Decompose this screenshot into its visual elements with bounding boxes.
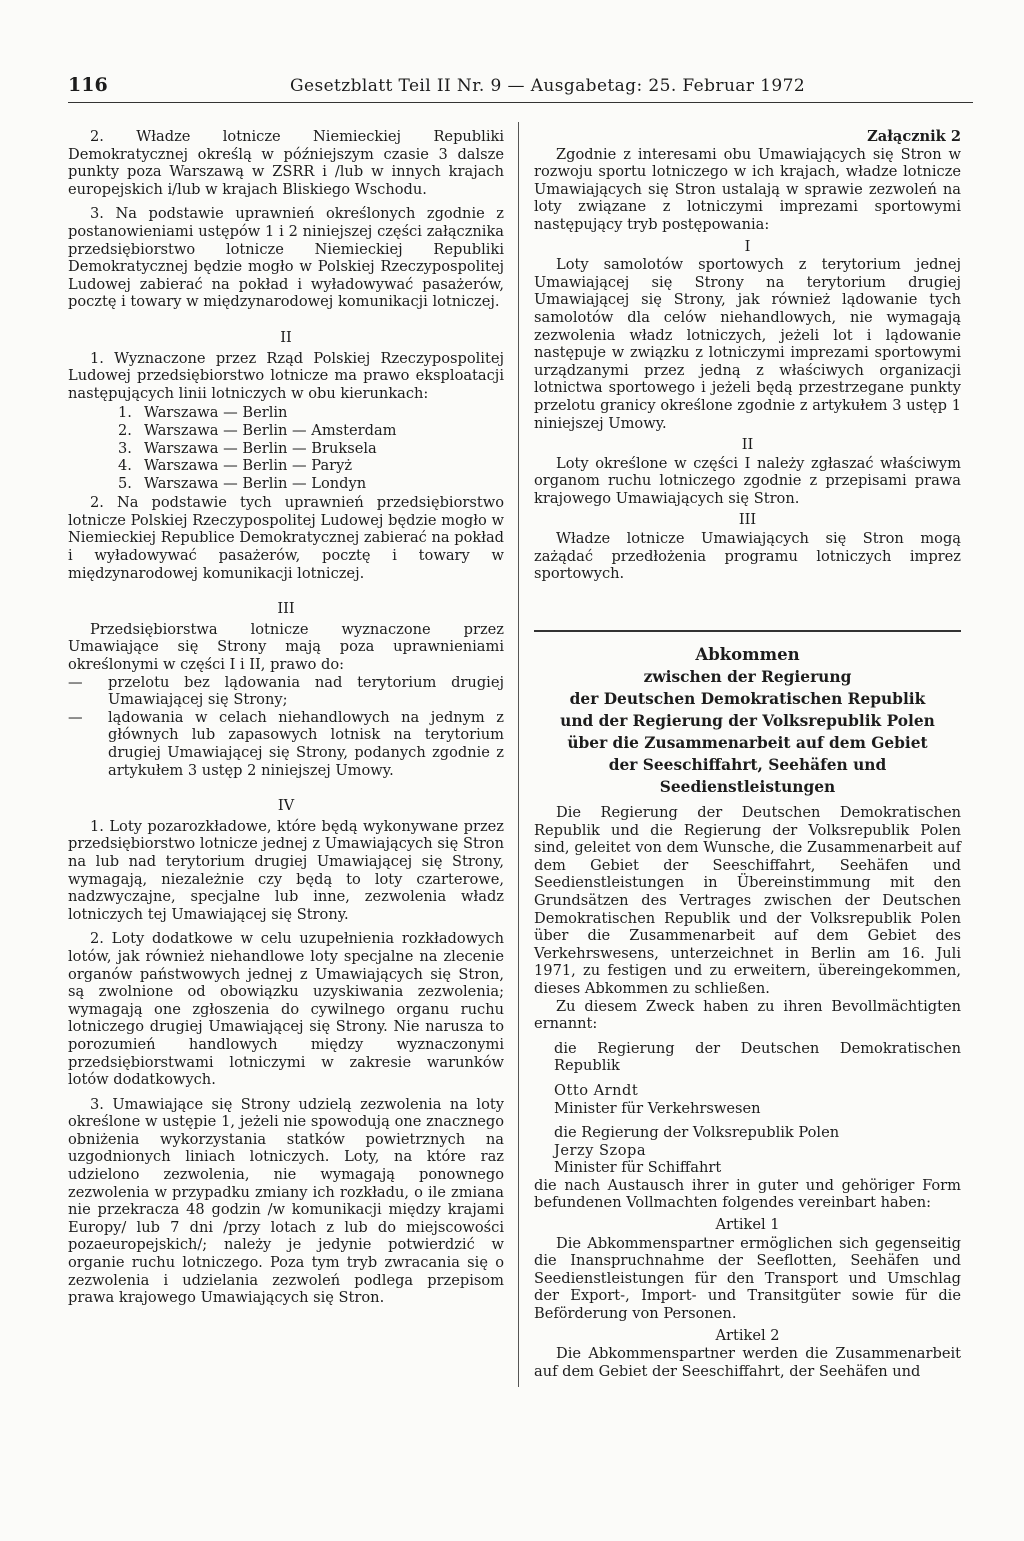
left-column bbox=[68, 128, 504, 1307]
dash-text: lądowania w celach niehandlowych na jednym z głównych lub zapasowych lotnisk na terytorium drugiej Umawiającej się Strony, podanych zgodnie z artykułem 3 ustęp 2 niniejszej Umowy. bbox=[108, 708, 504, 779]
page-header bbox=[68, 74, 973, 110]
route-text: Warszawa — Berlin — Paryż bbox=[144, 457, 353, 475]
paragraph: Loty określone w części I należy zgłaszać właściwym organom ruchu lotniczego zgodnie z przepisami prawa krajowego Umawiających się Stron. bbox=[534, 454, 961, 507]
paragraph: 1. Wyznaczone przez Rząd Polskiej Rzeczypospolitej Ludowej przedsiębiorstwo lotnicze ma prawo eksploatacji następujących linii lotniczych w obu kierunkach: bbox=[68, 349, 504, 402]
signatory-name: Otto Arndt bbox=[554, 1081, 639, 1099]
section-heading: III bbox=[738, 511, 757, 529]
list-number: 5. bbox=[118, 474, 132, 492]
section-heading: I bbox=[744, 237, 751, 255]
paragraph: 1. Loty pozarozkładowe, które będą wykonywane przez przedsiębiorstwo lotnicze jednej z Umawiających się Stron na lub nad terytorium drugiej Umawiającej się Strony, wymagają, niezależnie czy będą to loty czarterowe, nadzwyczajne, specjalne lub inne, zezwolenia władz lotniczych tej Umawiającej się Strony. bbox=[68, 817, 504, 923]
paragraph: 2. Władze lotnicze Niemieckiej Republiki Demokratycznej określą w późniejszym czasie 3 dalsze punkty poza Warszawą w ZSRR i /lub w innych krajach europejskich i/lub w krajach Bliskiego Wschodu. bbox=[68, 128, 504, 198]
page-number: 116 bbox=[68, 74, 108, 96]
signatory-line: die Regierung der Deutschen Demokratischen Republik bbox=[554, 1039, 961, 1075]
title-line: der Seeschiffahrt, Seehäfen und Seedienstleistungen bbox=[608, 756, 887, 796]
paragraph: 2. Loty dodatkowe w celu uzupełnienia rozkładowych lotów, jak również niehandlowe loty specjalne na zlecenie organów państwowych jednej z Umawiających się Stron, są zwolnione od obowiązku uzyskiwania zezwolenia; wymagają one zgłoszenia do cywilnego organu ruchu lotniczego drugiej Umawiającej się Strony. Nie narusza to porozumień handlowych między wyznaczonymi przedsiębiorstwami lotniczymi w zakresie warunków lotów dodatkowych. bbox=[68, 930, 504, 1089]
right-column bbox=[534, 128, 961, 583]
annex-label: Załącznik 2 bbox=[867, 128, 961, 145]
title-line: und der Regierung der Volksrepublik Polen bbox=[560, 712, 935, 730]
article-heading: Artikel 2 bbox=[715, 1326, 780, 1344]
article-heading: Artikel 1 bbox=[715, 1216, 780, 1234]
route-text: Warszawa — Berlin — Bruksela bbox=[144, 439, 377, 457]
paragraph: die nach Austausch ihrer in guter und gehöriger Form befundenen Vollmachten folgendes vereinbart haben: bbox=[534, 1176, 961, 1212]
agreement-title bbox=[534, 644, 961, 798]
signatory-title: Minister für Schiffahrt bbox=[554, 1159, 722, 1177]
title-line: der Deutschen Demokratischen Republik bbox=[569, 690, 926, 708]
paragraph: 3. Umawiające się Strony udzielą zezwolenia na loty określone w ustępie 1, jeżeli nie spowodują one znacznego obniżenia wykorzystania statków powietrznych na uzgodnionych liniach lotniczych. Loty, na które raz udzielono zezwolenia, nie wymagają ponownego zezwolenia w przypadku zmiany ich rozkładu, o ile zmiana nie przekracza 48 godzin /w komunikacji między krajami Europy/ lub 7 dni /przy lotach z lub do miejscowości pozaeuropejskich/; należy je jedynie potwierdzić w organie ruchu lotniczego. Poza tym tryb zwracania się o zezwolenia i udzielania zezwoleń podlega przepisom prawa krajowego Umawiających się Stron. bbox=[68, 1095, 504, 1307]
list-item bbox=[118, 440, 504, 458]
route-text: Warszawa — Berlin — Londyn bbox=[144, 474, 367, 492]
paragraph: Die Abkommenspartner ermöglichen sich gegenseitig die Inanspruchnahme der Seeflotten, Seehäfen und Seedienstleistungen für den Transport und Umschlag der Export-, Import- und Transitgüter sowie für die Beförderung von Personen. bbox=[534, 1234, 961, 1323]
dash-mark: — bbox=[68, 673, 83, 691]
title-line: Abkommen bbox=[695, 645, 800, 664]
dash-mark: — bbox=[68, 708, 83, 726]
paragraph: Zu diesem Zweck haben zu ihren Bevollmächtigten ernannt: bbox=[534, 997, 961, 1033]
paragraph: 3. Na podstawie uprawnień określonych zgodnie z postanowieniami ustępów 1 i 2 niniejszej części załącznika przedsiębiorstwo lotnicze Niemieckiej Republiki Demokratycznej będzie mogło w Polskiej Rzeczypospolitej Ludowej zabierać na pokład i wyładowywać pasażerów, pocztę i towary w międzynarodowej komunikacji lotniczej. bbox=[68, 205, 504, 311]
list-item bbox=[118, 422, 504, 440]
route-text: Warszawa — Berlin bbox=[144, 404, 288, 422]
agreement-block bbox=[534, 644, 961, 1380]
column-divider bbox=[518, 122, 519, 1387]
list-number: 3. bbox=[118, 439, 132, 457]
section-heading: II bbox=[741, 436, 754, 454]
dash-item bbox=[68, 674, 504, 709]
paragraph: Władze lotnicze Umawiających się Stron mogą zażądać przedłożenia programu lotniczych imprez sportowych. bbox=[534, 530, 961, 583]
list-number: 2. bbox=[118, 421, 132, 439]
section-heading: III bbox=[277, 600, 295, 618]
list-number: 1. bbox=[118, 404, 132, 422]
title-line: zwischen der Regierung bbox=[643, 668, 852, 686]
signatory-name: Jerzy Szopa bbox=[554, 1141, 647, 1159]
paragraph: 2. Na podstawie tych uprawnień przedsiębiorstwo lotnicze Polskiej Rzeczypospolitej Ludowej będzie mogło w Niemieckiej Republice Demokratycznej zabierać na pokład i wyładowywać pasażerów, pocztę i towary w międzynarodowej komunikacji lotniczej. bbox=[68, 494, 504, 582]
list-item bbox=[118, 457, 504, 475]
section-heading: IV bbox=[277, 797, 295, 815]
dash-item bbox=[68, 709, 504, 779]
list-item bbox=[118, 475, 504, 493]
paragraph: Die Regierung der Deutschen Demokratischen Republik und die Regierung der Volksrepublik Polen sind, geleitet von dem Wunsche, die Zusammenarbeit auf dem Gebiet der Seeschiffahrt, Seehäfen und Seedienstleistungen in Übereinstimmung mit den Grundsätzen des Vertrages zwischen der Deutschen Demokratischen Republik und der Volksrepublik Polen über die Zusammenarbeit auf dem Gebiet des Verkehrswesens, unterzeichnet in Berlin am 16. Juli 1971, zu festigen und zu erweitern, übereingekommen, dieses Abkommen zu schließen. bbox=[534, 804, 961, 997]
list-number: 4. bbox=[118, 457, 132, 475]
route-text: Warszawa — Berlin — Amsterdam bbox=[144, 421, 397, 439]
paragraph: Zgodnie z interesami obu Umawiających się Stron w rozwoju sportu lotniczego w ich krajach, władze lotnicze Umawiających się Stron ustalają w sprawie zezwoleń na loty związane z lotniczymi imprezami sportowymi następujący tryb postępowania: bbox=[534, 145, 961, 233]
paragraph: Przedsiębiorstwa lotnicze wyznaczone przez Umawiające się Strony mają poza uprawnieniami określonymi w części I i II, prawo do: bbox=[68, 620, 504, 674]
section-heading: II bbox=[280, 328, 292, 346]
list-item bbox=[118, 404, 504, 422]
paragraph: Die Abkommenspartner werden die Zusammenarbeit auf dem Gebiet der Seeschiffahrt, der Seehäfen und bbox=[534, 1345, 961, 1380]
paragraph: Loty samolotów sportowych z terytorium jednej Umawiającej się Strony na terytorium drugiej Umawiającej się Strony, jak również lądowanie tych samolotów dla celów niehandlowych, nie wymagają zezwolenia władz lotniczych, jeżeli lot i lądowanie następuje w związku z lotniczymi imprezami sportowymi urządzanymi przez jedną z właściwych organizacji lotnictwa sportowego i jeżeli będą przestrzegane punkty przelotu granicy określone zgodnie z artykułem 3 ustęp 1 niniejszej Umowy. bbox=[534, 256, 961, 432]
signatory-title: Minister für Verkehrswesen bbox=[554, 1099, 761, 1117]
header-title: Gesetzblatt Teil II Nr. 9 — Ausgabetag: 25. Februar 1972 bbox=[290, 76, 806, 96]
header-rule bbox=[68, 102, 973, 103]
title-line: über die Zusammenarbeit auf dem Gebiet bbox=[567, 734, 928, 752]
signatory-line: die Regierung der Volksrepublik Polen bbox=[554, 1124, 840, 1142]
route-list bbox=[68, 404, 504, 492]
section-rule bbox=[534, 630, 961, 632]
dash-text: przelotu bez lądowania nad terytorium drugiej Umawiającej się Strony; bbox=[108, 673, 504, 709]
